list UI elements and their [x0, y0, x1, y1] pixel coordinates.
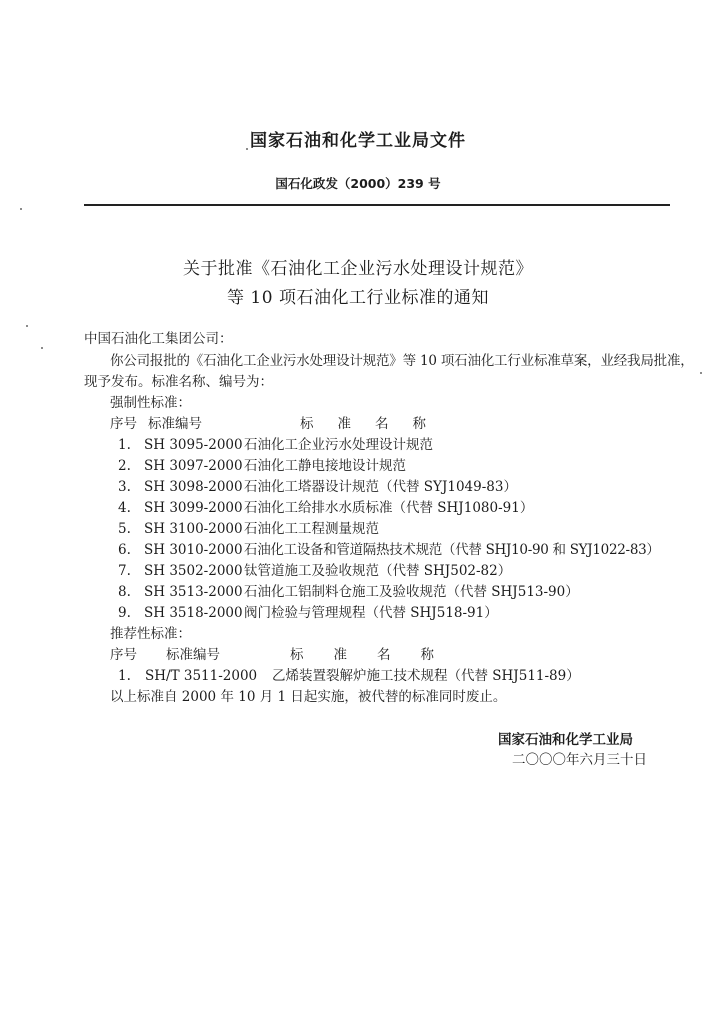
recommended-header-name: 标准名称	[290, 647, 464, 663]
standard-code: SH 3513-2000	[144, 584, 243, 600]
standard-code: SH 3097-2000	[144, 458, 243, 474]
standard-name: 阀门检验与管理规程（代替 SHJ518-91）	[244, 605, 498, 621]
subject-line-1: 关于批准《石油化工企业污水处理设计规范》	[183, 259, 533, 279]
scan-speck	[26, 325, 28, 327]
row-number: 8.	[118, 584, 131, 600]
scan-speck	[41, 347, 43, 349]
row-number: 2.	[118, 458, 131, 474]
recommended-header-code: 标准编号	[166, 647, 220, 663]
header-rule	[84, 204, 670, 206]
mandatory-header-no: 序号	[110, 416, 137, 432]
doc-number: 国石化政发（2000）239 号	[275, 176, 441, 191]
standard-code: SH/T 3511-2000	[145, 668, 258, 684]
scan-speck	[700, 372, 702, 374]
standard-code: SH 3098-2000	[144, 479, 243, 495]
subject-line-2: 等 10 项石油化工行业标准的通知	[227, 288, 489, 308]
mandatory-label: 强制性标准：	[110, 395, 191, 411]
agency-doc-title: 国家石油和化学工业局文件	[250, 131, 466, 151]
mandatory-header-code: 标准编号	[148, 416, 202, 432]
row-number: 6.	[118, 542, 131, 558]
standard-code: SH 3099-2000	[144, 500, 243, 516]
standard-name: 石油化工企业污水处理设计规范	[244, 437, 433, 453]
standard-name: 乙烯装置裂解炉施工技术规程（代替 SHJ511-89）	[272, 668, 580, 684]
standard-name: 石油化工静电接地设计规范	[244, 458, 406, 474]
row-number: 4.	[118, 500, 131, 516]
row-number: 5.	[118, 521, 131, 537]
addressee: 中国石油化工集团公司：	[84, 331, 233, 347]
issue-date: 二〇〇〇年六月三十日	[512, 752, 647, 768]
scan-speck	[20, 208, 22, 210]
recommended-header-no: 序号	[110, 647, 137, 663]
effective-note: 以上标准自 2000 年 10 月 1 日起实施，被代替的标准同时废止。	[110, 689, 507, 705]
row-number: 1.	[118, 668, 131, 684]
row-number: 3.	[118, 479, 131, 495]
paragraph-line-1: 你公司报批的《石油化工企业污水处理设计规范》等 10 项石油化工行业标准草案，业经我局批准，	[110, 353, 694, 369]
standard-code: SH 3518-2000	[144, 605, 243, 621]
standard-name: 石油化工塔器设计规范（代替 SYJ1049-83）	[244, 479, 517, 495]
issuer-signature: 国家石油和化学工业局	[498, 732, 633, 748]
row-number: 1.	[118, 437, 131, 453]
mandatory-header-name: 标准名称	[300, 416, 450, 432]
standard-code: SH 3010-2000	[144, 542, 243, 558]
standard-name: 石油化工设备和管道隔热技术规范（代替 SHJ10-90 和 SYJ1022-83）	[244, 542, 660, 558]
standard-name: 石油化工铝制料仓施工及验收规范（代替 SHJ513-90）	[244, 584, 579, 600]
row-number: 7.	[118, 563, 131, 579]
standard-code: SH 3502-2000	[144, 563, 243, 579]
standard-name: 石油化工给排水水质标准（代替 SHJ1080-91）	[244, 500, 534, 516]
row-number: 9.	[118, 605, 131, 621]
standard-name: 钛管道施工及验收规范（代替 SHJ502-82）	[244, 563, 512, 579]
standard-code: SH 3100-2000	[144, 521, 243, 537]
paragraph-line-2: 现予发布。标准名称、编号为：	[84, 374, 273, 390]
standard-code: SH 3095-2000	[144, 437, 243, 453]
standard-name: 石油化工工程测量规范	[244, 521, 379, 537]
recommended-label: 推荐性标准：	[110, 626, 191, 642]
